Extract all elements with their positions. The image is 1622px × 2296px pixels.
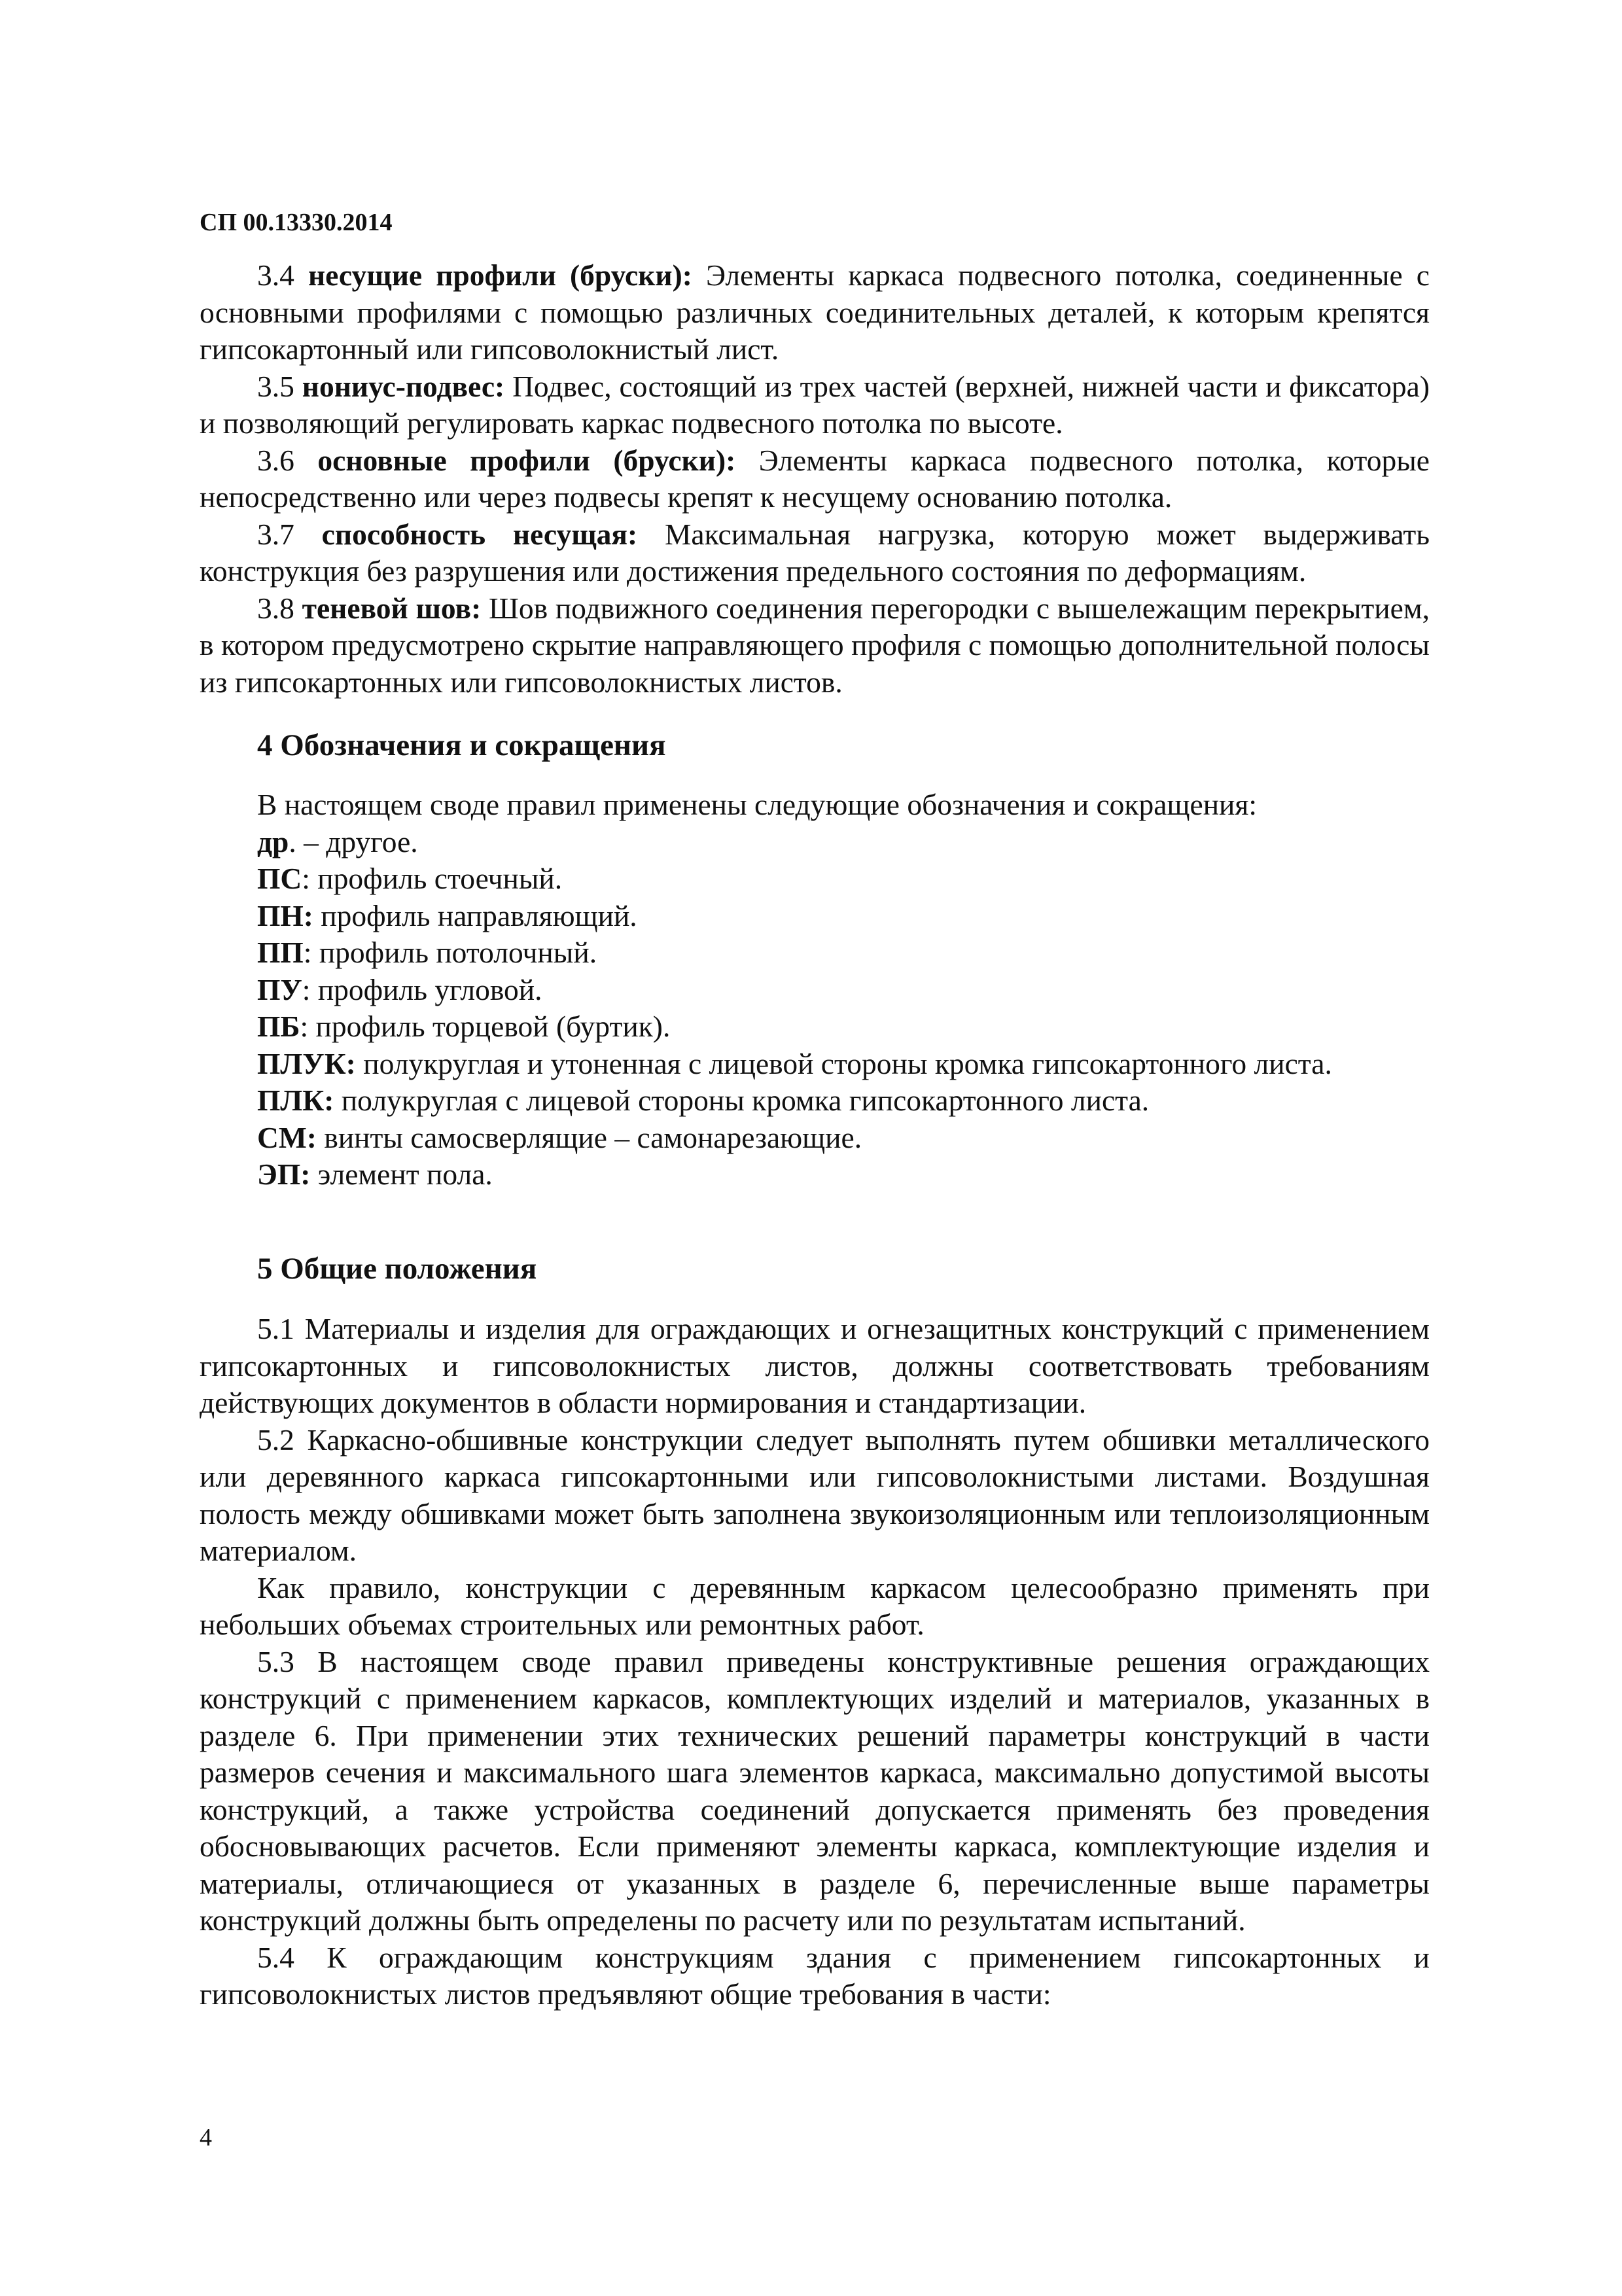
paragraph-5-2: 5.2 Каркасно-обшивные конструкции следует выполнять путем обшивки металлического или деревянного каркаса гипсокартонными или гипсоволокнистыми листами. Воздушная полость между обшивками может быть заполнена звукоизоляционным или теплоизоляционным материалом. <box>200 1422 1430 1567</box>
paragraph-5-3: 5.3 В настоящем своде правил приведены конструктивные решения ограждающих конструкций с применением каркасов, комплектующих изделий и материалов, указанных в разделе 6. При применении этих технических решений параметры конструкций в части размеров сечения и максимального шага элементов каркаса, максимально допустимой высоты конструкций, а также устройства соединений допускается применять без проведения обосновывающих расчетов. Если применяют элементы каркаса, комплектующие изделия и материалы, отличающиеся от указанных в разделе 6, перечисленные выше параметры конструкций должны быть определены по расчету или по результатам испытаний. <box>200 1644 1430 1937</box>
abbr-item: ПУ: профиль угловой. <box>257 972 542 1006</box>
section-4-body <box>200 786 1430 1193</box>
paragraph-5-4: 5.4 К ограждающим конструкциям здания с применением гипсокартонных и гипсоволокнистых листов предъявляют общие требования в части: <box>200 1940 1430 2011</box>
definition-3-6: 3.6 основные профили (бруски): Элементы каркаса подвесного потолка, которые непосредственно или через подвесы крепят к несущему основанию потолка. <box>200 443 1430 514</box>
abbr-item: др. – другое. <box>257 824 418 858</box>
abbr-item: ПБ: профиль торцевой (буртик). <box>257 1010 671 1043</box>
section-5-heading: 5 Общие положения <box>257 1252 537 1286</box>
paragraph-5-1: 5.1 Материалы и изделия для ограждающих и огнезащитных конструкций с применением гипсокартонных и гипсоволокнистых листов, должны соответствовать требованиям действующих документов в области нормирования и стандартизации. <box>200 1312 1430 1419</box>
abbr-item: ПС: профиль стоечный. <box>257 862 563 895</box>
abbr-item: ЭП: элемент пола. <box>257 1157 493 1191</box>
document-code: СП 00.13330.2014 <box>200 209 393 236</box>
abbr-item: ПЛУК: полукруглая и утоненная с лицевой стороны кромка гипсокартонного листа. <box>257 1046 1332 1080</box>
definition-3-8: 3.8 теневой шов: Шов подвижного соединения перегородки с вышележащим перекрытием, в котором предусмотрено скрытие направляющего профиля с помощью дополнительной полосы из гипсокартонных или гипсоволокнистых листов. <box>200 591 1430 699</box>
definitions-block <box>200 257 1430 701</box>
section-4-intro: В настоящем своде правил применены следующие обозначения и сокращения: <box>257 788 1257 821</box>
abbr-item: ПП: профиль потолочный. <box>257 936 597 969</box>
definition-3-7: 3.7 способность несущая: Максимальная нагрузка, которую может выдерживать конструкция без разрушения или достижения предельного состояния по деформациям. <box>200 517 1430 588</box>
paragraph-5-2-note: Как правило, конструкции с деревянным каркасом целесообразно применять при небольших объемах строительных или ремонтных работ. <box>200 1570 1430 1641</box>
abbr-item: ПЛК: полукруглая с лицевой стороны кромка гипсокартонного листа. <box>257 1084 1150 1117</box>
abbr-item: ПН: профиль направляющий. <box>257 898 637 932</box>
definition-3-4: 3.4 несущие профили (бруски): Элементы каркаса подвесного потолка, соединенные с основными профилями с помощью различных соединительных деталей, к которым крепятся гипсокартонный или гипсоволокнистый лист. <box>200 258 1430 366</box>
section-4-heading: 4 Обозначения и сокращения <box>257 728 666 762</box>
definition-3-5: 3.5 нониус-подвес: Подвес, состоящий из трех частей (верхней, нижней части и фиксатора) и позволяющий регулировать каркас подвесного потолка по высоте. <box>200 369 1430 440</box>
section-5-body <box>200 1311 1430 2013</box>
abbr-item: СМ: винты самосверлящие – самонарезающие. <box>257 1120 862 1154</box>
page-number: 4 <box>200 2124 212 2151</box>
